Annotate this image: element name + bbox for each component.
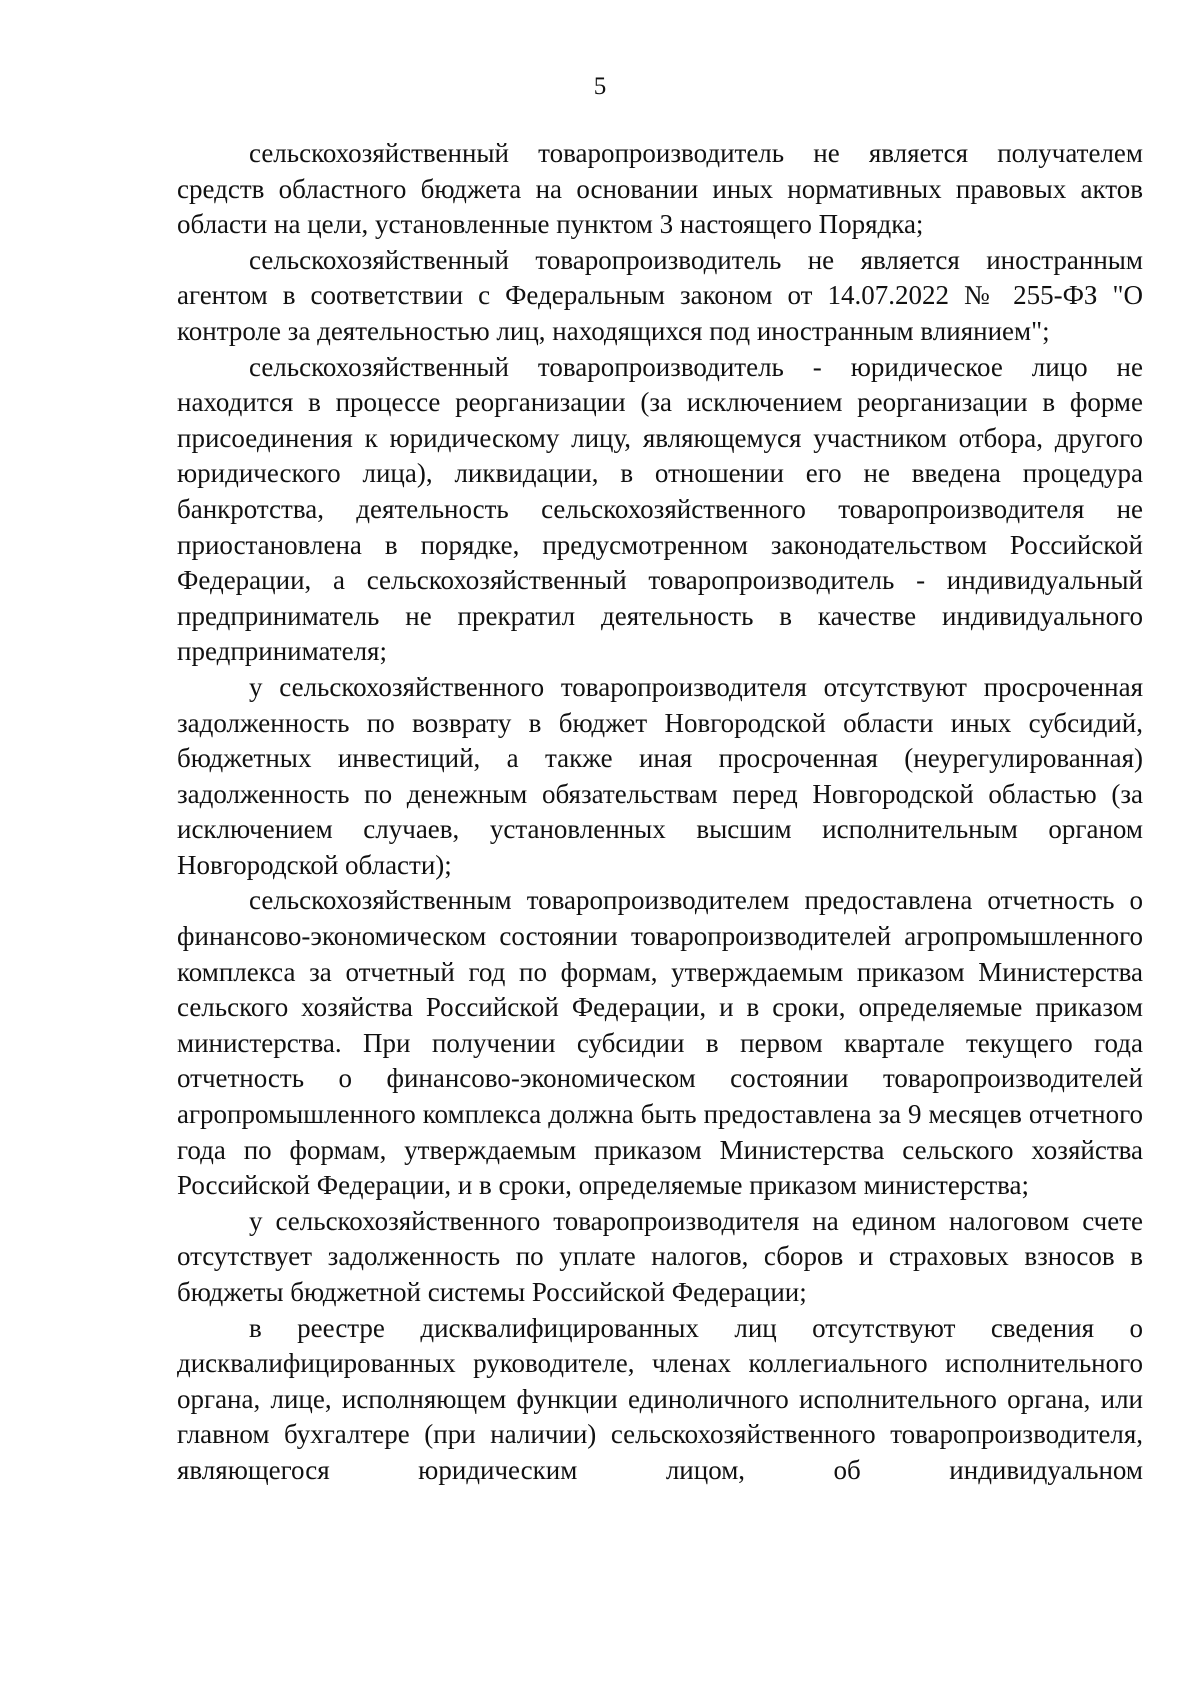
paragraph-no-reorganization: сельскохозяйственный товаропроизводитель - юридическое лицо не находится в процессе реорганизации (за исключением реорганизации в форме присоединения к юридическому лицу, являющемуся участником отбора, другого юридического лица), ликвидации, в отношении его не введена процедура банкротства, деятельность сельскохозяйственного товаропроизводителя не приостановлена в порядке, предусмотренном законодательством Российской Федерации, а сельскохозяйственный товаропроизводитель - индивидуальный предприниматель не прекратил деятельность в качестве индивидуального предпринимателя; (177, 351, 1143, 667)
paragraph-disqualified-persons: в реестре дисквалифицированных лиц отсутствуют сведения о дисквалифицированных руководителе, членах коллегиального исполнительного органа, лице, исполняющем функции единоличного исполнительного органа, или главном бухгалтере (при наличии) сельскохозяйственного товаропроизводителя, являющегося юридическим лицом, об индивидуальном (177, 1312, 1143, 1485)
paragraph-no-overdue-debt: у сельскохозяйственного товаропроизводителя отсутствуют просроченная задолженность по возврату в бюджет Новгородской области иных субсидий, бюджетных инвестиций, а также иная просроченная (неурегулированная) задолженность по денежным обязательствам перед Новгородской областью (за исключением случаев, установленных высшим исполнительным органом Новгородской области); (177, 671, 1143, 880)
page-number: 5 (593, 73, 607, 100)
document-body (177, 136, 1143, 1489)
paragraph-financial-reporting: сельскохозяйственным товаропроизводителем предоставлена отчетность о финансово-экономическом состоянии товаропроизводителей агропромышленного комплекса за отчетный год по формам, утверждаемым приказом Министерства сельского хозяйства Российской Федерации, и в сроки, определяемые приказом министерства. При получении субсидии в первом квартале текущего года отчетность о финансово-экономическом состоянии товаропроизводителей агропромышленного комплекса должна быть предоставлена за 9 месяцев отчетного года по формам, утверждаемым приказом Министерства сельского хозяйства Российской Федерации, и в сроки, определяемые приказом министерства; (177, 885, 1143, 1201)
paragraph-not-foreign-agent: сельскохозяйственный товаропроизводитель не является иностранным агентом в соответствии с Федеральным законом от 14.07.2022 № 255-ФЗ "О контроле за деятельностью лиц, находящихся под иностранным влиянием"; (177, 244, 1143, 346)
paragraph-no-tax-debt: у сельскохозяйственного товаропроизводителя на едином налоговом счете отсутствует задолженность по уплате налогов, сборов и страховых взносов в бюджеты бюджетной системы Российской Федерации; (177, 1205, 1143, 1307)
paragraph-not-budget-recipient: сельскохозяйственный товаропроизводитель не является получателем средств областного бюджета на основании иных нормативных правовых актов области на цели, установленные пунктом 3 настоящего Порядка; (177, 138, 1143, 240)
